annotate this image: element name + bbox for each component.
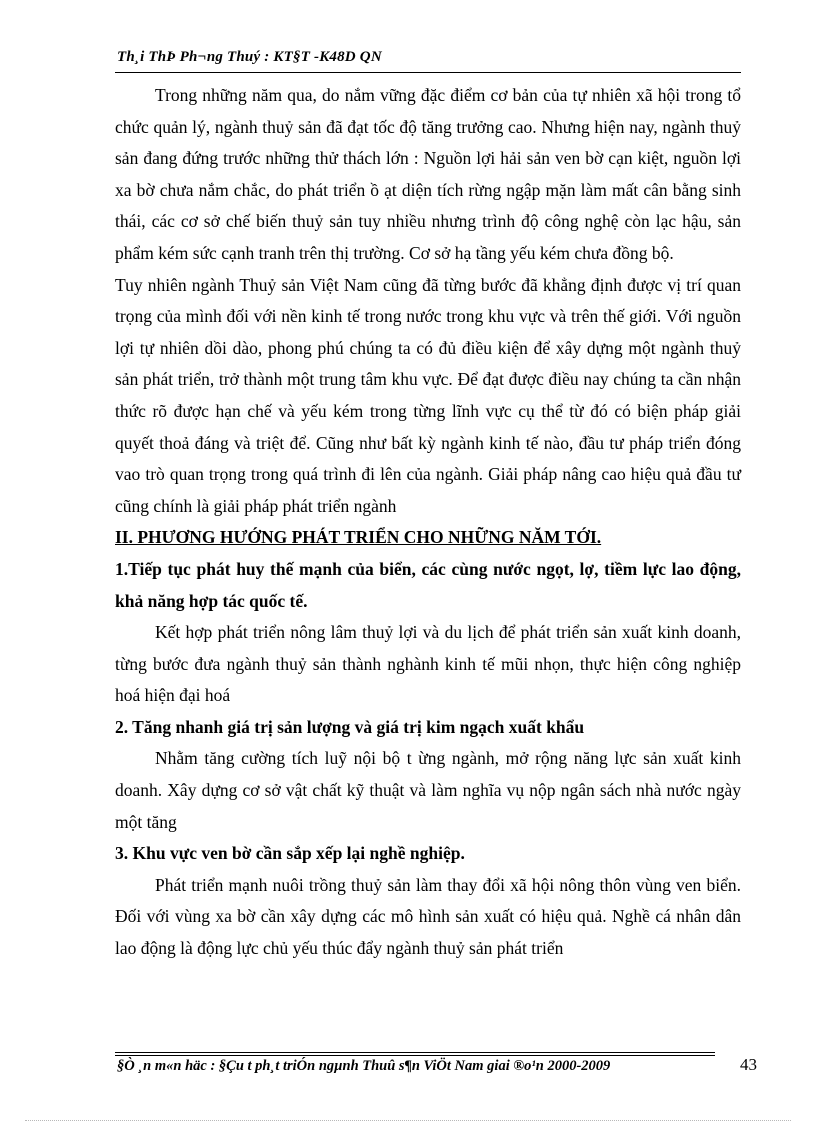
paragraph-4: Nhằm tăng cường tích luỹ nội bộ t ừng ngành, mở rộng năng lực sản xuất kinh doanh. Xây dựng cơ sở vật chất kỹ thuật và làm nghĩa vụ nộp ngân sách nhà nước ngày một tăng [115,748,741,832]
document-body [115,80,741,965]
page-header [115,44,741,73]
footer-title: §Ò ¸n m«n häc : §Çu t ph¸t triÓn ngµnh Thuû s¶n ViÖt Nam giai ®o¹n 2000-2009 [117,1058,611,1074]
page-number: 43 [740,1055,757,1074]
header-author-text: Th¸i ThÞ Ph¬ng Thuý : KT§T -K48D QN [117,49,382,65]
page-bottom-dotted-line [25,1120,791,1121]
paragraph-5: Phát triển mạnh nuôi trồng thuỷ sản làm thay đổi xã hội nông thôn vùng ven biển. Đối với vùng xa bờ cần xây dựng các mô hình sản xuất có hiệu quả. Nghề cá nhân dân lao động là động lực chủ yếu thúc đẩy ngành thuỷ sản phát triển [115,874,741,959]
section-heading: II. PHƯƠNG HƯỚNG PHÁT TRIỂN CHO NHỮNG NĂM TỚI. [115,527,602,548]
paragraph-3: Kết hợp phát triển nông lâm thuỷ lợi và du lịch để phát triển sản xuất kinh doanh, từng bước đưa ngành thuỷ sản thành nghành kinh tế mũi nhọn, thực hiện công nghiệp hoá hiện đại hoá [115,622,741,706]
footer-rule [115,1052,715,1053]
subheading-3: 3. Khu vực ven bờ cần sắp xếp lại nghề nghiệp. [115,843,465,864]
paragraph-2: Tuy nhiên ngành Thuỷ sản Việt Nam cũng đã từng bước đã khẳng định được vị trí quan trọng của mình đối với nền kinh tế trong nước trong khu vực và trên thế giới. Với nguồn lợi tự nhiên dồi dào, phong phú chúng ta có đủ điều kiện để xây dựng một ngành thuỷ sản phát triển, trở thành một trung tâm khu vực. Để đạt được điều nay chúng ta cần nhận thức rõ được hạn chế và yếu kém trong từng lĩnh vực cụ thể từ đó có biện pháp giải quyết thoả đáng và triệt để. Cũng như bất kỳ ngành kinh tế nào, đầu tư pháp triển đóng vao trò quan trọng trong quá trình đi lên của ngành. Giải pháp nâng cao hiệu quả đầu tư cũng chính là giải pháp phát triển ngành [115,274,741,516]
subheading-1: 1.Tiếp tục phát huy thế mạnh của biển, các cùng nước ngọt, lợ, tiềm lực lao động, khả năng hợp tác quốc tế. [115,558,741,611]
footer-rule-secondary [115,1055,715,1056]
paragraph-1: Trong những năm qua, do nắm vững đặc điểm cơ bản của tự nhiên xã hội trong tổ chức quản lý, ngành thuỷ sản đã đạt tốc độ tăng trưởng cao. Nhưng hiện nay, ngành thuỷ sản đang đứng trước những thử thách lớn : Nguồn lợi hải sản ven bờ cạn kiệt, nguồn lợi xa bờ chưa nắm chắc, do phát triển ồ ạt diện tích rừng ngập mặn làm mất cân bằng sinh thái, các cơ sở chế biến thuỷ sản tuy nhiều nhưng trình độ công nghệ còn lạc hậu, sản phẩm kém sức cạnh tranh trên thị trường. Cơ sở hạ tầng yếu kém chưa đồng bộ. [115,85,741,263]
subheading-2: 2. Tăng nhanh giá trị sản lượng và giá trị kim ngạch xuất khẩu [115,716,585,737]
